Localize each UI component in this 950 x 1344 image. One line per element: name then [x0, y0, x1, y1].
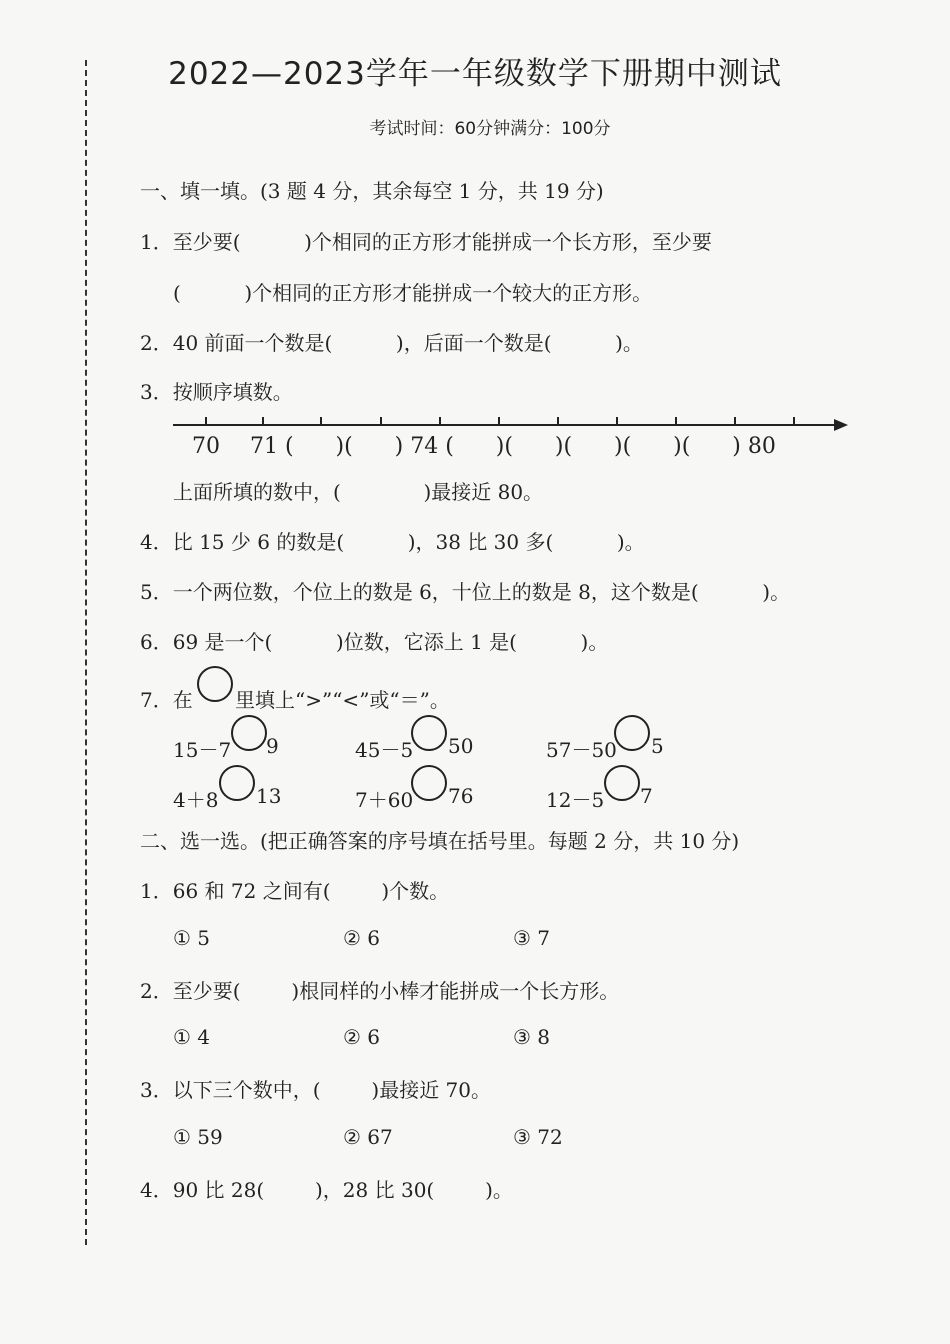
question-5: 5．一个两位数，个位上的数是 6，十位上的数是 8，这个数是( )。 — [140, 580, 791, 604]
choice-option[interactable]: ② 67 — [343, 1125, 393, 1149]
choice-option[interactable]: ③ 72 — [513, 1125, 563, 1149]
compare-left: 4＋8 — [173, 788, 219, 812]
choice-question-2: 2．至少要( )根同样的小棒才能拼成一个长方形。 — [140, 979, 620, 1003]
choice-option[interactable]: ③ 8 — [513, 1025, 551, 1049]
page-title: 2022—2023学年一年级数学下册期中测试 — [168, 56, 782, 92]
choice-option[interactable]: ③ 7 — [513, 926, 551, 950]
question-7-prefix: 7．在 — [140, 688, 193, 712]
compare-circle[interactable] — [604, 765, 640, 801]
number-line-arrow — [834, 419, 848, 431]
tick — [205, 417, 207, 426]
number-line-labels: 71 ( )( ) 74 ( )( )( )( )( ) 80 — [250, 434, 776, 459]
compare-circle[interactable] — [231, 715, 267, 751]
fold-line — [85, 60, 87, 1245]
choice-question-3: 3．以下三个数中，( )最接近 70。 — [140, 1078, 491, 1102]
compare-circle-icon — [197, 666, 233, 702]
question-1-line1: 1．至少要( )个相同的正方形才能拼成一个长方形，至少要 — [140, 230, 712, 254]
compare-right: 50 — [448, 734, 474, 758]
section2-heading: 二、选一选。(把正确答案的序号填在括号里。每题 2 分，共 10 分) — [140, 829, 740, 853]
compare-left: 45－5 — [355, 738, 414, 762]
tick — [439, 417, 441, 426]
question-6: 6．69 是一个( )位数，它添上 1 是( )。 — [140, 630, 609, 654]
question-3: 3．按顺序填数。 — [140, 380, 293, 404]
tick — [262, 417, 264, 426]
tick — [616, 417, 618, 426]
section1-heading: 一、填一填。(3 题 4 分，其余每空 1 分，共 19 分) — [140, 179, 604, 203]
tick — [793, 417, 795, 426]
compare-circle[interactable] — [411, 765, 447, 801]
compare-circle[interactable] — [411, 715, 447, 751]
choice-option[interactable]: ① 4 — [173, 1025, 211, 1049]
choice-option[interactable]: ② 6 — [343, 1025, 381, 1049]
tick — [675, 417, 677, 426]
number-line-label-start: 70 — [192, 434, 220, 459]
tick — [557, 417, 559, 426]
compare-left: 57－50 — [546, 738, 617, 762]
compare-right: 5 — [651, 734, 664, 758]
tick — [380, 417, 382, 426]
choice-option[interactable]: ① 59 — [173, 1125, 223, 1149]
compare-right: 13 — [256, 784, 282, 808]
exam-info: 考试时间：60分钟满分：100分 — [369, 119, 611, 139]
tick — [320, 417, 322, 426]
compare-right: 76 — [448, 784, 474, 808]
choice-question-4: 4．90 比 28( )，28 比 30( )。 — [140, 1178, 513, 1202]
choice-question-1: 1．66 和 72 之间有( )个数。 — [140, 879, 450, 903]
question-7-instruction: 里填上“>”“<”或“＝”。 — [235, 688, 450, 712]
compare-right: 9 — [266, 734, 279, 758]
choice-option[interactable]: ② 6 — [343, 926, 381, 950]
question-2: 2．40 前面一个数是( )，后面一个数是( )。 — [140, 331, 643, 355]
number-line — [173, 424, 838, 426]
compare-right: 7 — [640, 784, 653, 808]
compare-left: 7＋60 — [355, 788, 414, 812]
compare-left: 12－5 — [546, 788, 605, 812]
question-4: 4．比 15 少 6 的数是( )，38 比 30 多( )。 — [140, 530, 645, 554]
tick — [498, 417, 500, 426]
compare-circle[interactable] — [614, 715, 650, 751]
tick — [734, 417, 736, 426]
choice-option[interactable]: ① 5 — [173, 926, 211, 950]
question-1-line2: ( )个相同的正方形才能拼成一个较大的正方形。 — [173, 281, 653, 305]
compare-left: 15－7 — [173, 738, 232, 762]
question-3-followup: 上面所填的数中，( )最接近 80。 — [173, 480, 544, 504]
compare-circle[interactable] — [219, 765, 255, 801]
